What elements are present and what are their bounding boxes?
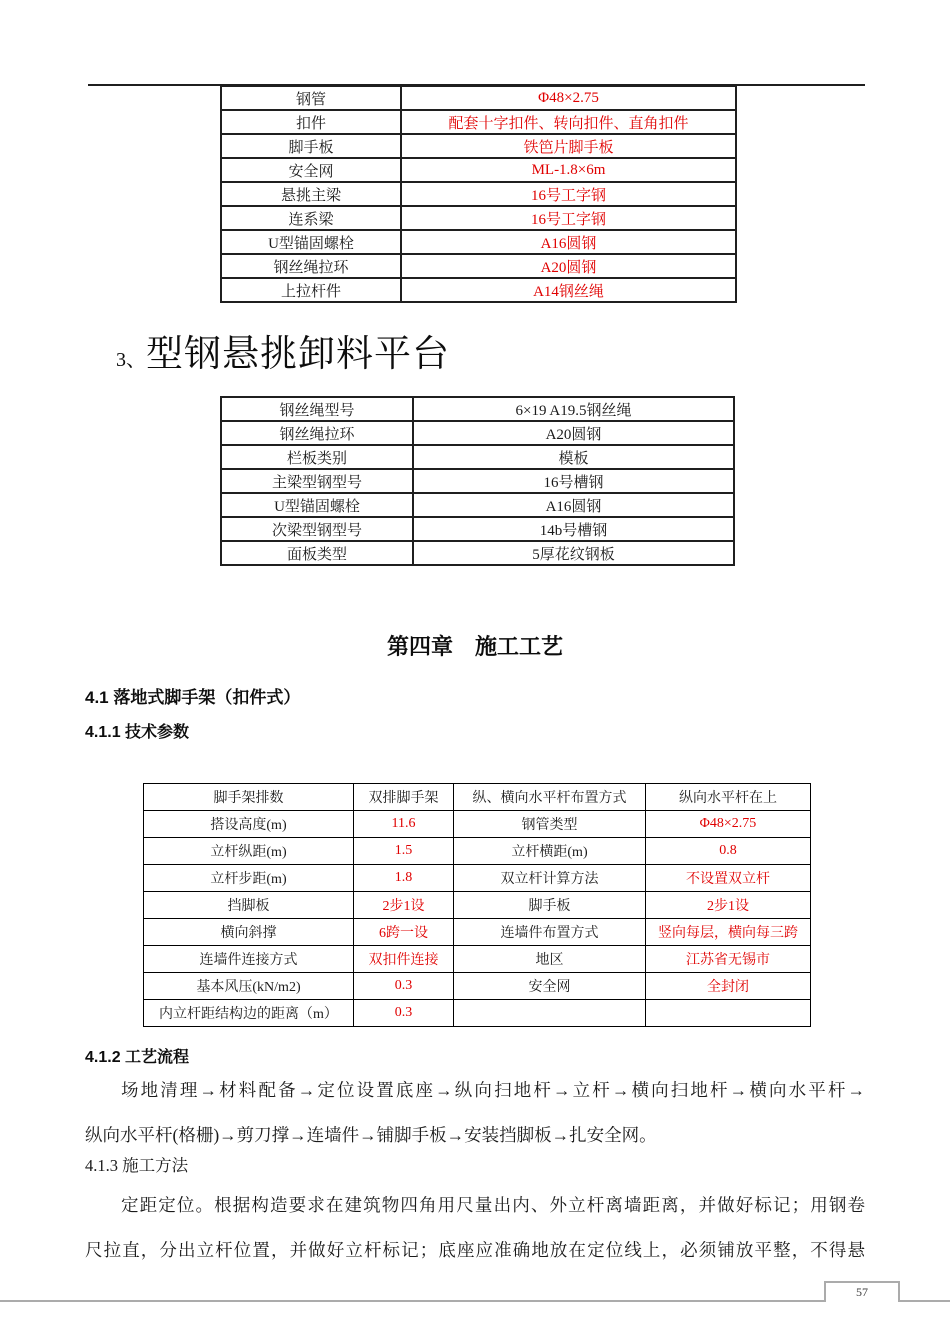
table-cell: 纵向水平杆在上	[646, 784, 811, 811]
table-cell: 1.8	[354, 865, 454, 892]
table-cell: 地区	[454, 946, 646, 973]
table-cell: U型锚固螺栓	[221, 493, 413, 517]
section-heading-4-1-3: 4.1.3 施工方法	[85, 1156, 189, 1175]
table-cell: 双扣件连接	[354, 946, 454, 973]
table-cell: 立杆步距(m)	[144, 865, 354, 892]
table-row	[221, 86, 736, 110]
table-cell: 竖向每层，横向每三跨	[646, 919, 811, 946]
table-row	[221, 397, 734, 421]
table-row	[144, 865, 811, 892]
table-cell: 16号工字钢	[401, 182, 736, 206]
table-cell: 内立杆距结构边的距离（m）	[144, 1000, 354, 1027]
table-cell: 钢管类型	[454, 811, 646, 838]
table-row	[144, 838, 811, 865]
section-heading-4-1-1: 4.1.1 技术参数	[85, 724, 190, 741]
table-cell: 栏板类别	[221, 445, 413, 469]
table-cell: 配套十字扣件、转向扣件、直角扣件	[401, 110, 736, 134]
table-cell: A16圆钢	[413, 493, 734, 517]
table-cell: 立杆纵距(m)	[144, 838, 354, 865]
table-cell: 钢丝绳拉环	[221, 254, 401, 278]
table-cell: 0.8	[646, 838, 811, 865]
table-cell: 0.3	[354, 973, 454, 1000]
table-cell: 钢管	[221, 86, 401, 110]
table-cell	[454, 1000, 646, 1027]
table-cell: 6跨一设	[354, 919, 454, 946]
table-cell: 钢丝绳型号	[221, 397, 413, 421]
table-row	[221, 206, 736, 230]
method-line-2: 尺拉直，分出立杆位置，并做好立杆标记；底座应准确地放在定位线上，必须铺放平整，不得悬	[85, 1240, 865, 1260]
table-cell: 纵、横向水平杆布置方式	[454, 784, 646, 811]
table-cell: 搭设高度(m)	[144, 811, 354, 838]
table-row	[221, 541, 734, 565]
table-cell: 脚手板	[454, 892, 646, 919]
table-cell: 0.3	[354, 1000, 454, 1027]
table-cell: 1.5	[354, 838, 454, 865]
table-row	[144, 784, 811, 811]
footer-rule-right	[900, 1300, 950, 1302]
table-cell: A20圆钢	[401, 254, 736, 278]
table-cell: 连墙件连接方式	[144, 946, 354, 973]
unloading-platform-table	[220, 396, 735, 566]
table-row	[144, 892, 811, 919]
table-cell: Φ48×2.75	[646, 811, 811, 838]
table-cell: 2步1设	[354, 892, 454, 919]
table-cell: 5厚花纹钢板	[413, 541, 734, 565]
table-cell: 铁笆片脚手板	[401, 134, 736, 158]
table-row	[221, 254, 736, 278]
table-cell: 主梁型钢型号	[221, 469, 413, 493]
table-cell: Φ48×2.75	[401, 86, 736, 110]
table-row	[221, 517, 734, 541]
table-cell: 16号工字钢	[401, 206, 736, 230]
table-cell: 脚手架排数	[144, 784, 354, 811]
table-cell: 脚手板	[221, 134, 401, 158]
table-cell: 江苏省无锡市	[646, 946, 811, 973]
table-cell: 横向斜撑	[144, 919, 354, 946]
table-row	[221, 469, 734, 493]
table-cell: 双排脚手架	[354, 784, 454, 811]
table-row	[221, 278, 736, 302]
table-row	[144, 946, 811, 973]
page-number-tab	[824, 1281, 900, 1302]
table-cell: 2步1设	[646, 892, 811, 919]
table-cell: 连墙件布置方式	[454, 919, 646, 946]
table-row	[144, 919, 811, 946]
process-flow-line-1: 场地清理→材料配备→定位设置底座→纵向扫地杆→立杆→横向扫地杆→横向水平杆→	[121, 1080, 865, 1100]
table-cell: 安全网	[221, 158, 401, 182]
table-cell: A14钢丝绳	[401, 278, 736, 302]
table-row	[144, 973, 811, 1000]
method-line-1: 定距定位。根据构造要求在建筑物四角用尺量出内、外立杆离墙距离，并做好标记；用钢卷	[121, 1195, 865, 1215]
page-number: 57	[856, 1285, 868, 1299]
table-cell: ML-1.8×6m	[401, 158, 736, 182]
table-cell: 上拉杆件	[221, 278, 401, 302]
table-cell: 挡脚板	[144, 892, 354, 919]
table-cell: 立杆横距(m)	[454, 838, 646, 865]
table-cell: 11.6	[354, 811, 454, 838]
platform-section-heading	[116, 323, 450, 377]
table-cell: 面板类型	[221, 541, 413, 565]
table-cell: 扣件	[221, 110, 401, 134]
table-row	[221, 182, 736, 206]
heading-text: 型钢悬挑卸料平台	[146, 334, 450, 375]
table-cell: 14b号槽钢	[413, 517, 734, 541]
section-heading-4-1-2: 4.1.2 工艺流程	[85, 1049, 190, 1066]
table-row	[221, 445, 734, 469]
table-cell: 模板	[413, 445, 734, 469]
heading-number: 3、	[116, 349, 146, 371]
table-row	[221, 493, 734, 517]
table-cell: 6×19 A19.5钢丝绳	[413, 397, 734, 421]
process-flow-line-2: 纵向水平杆(格栅)→剪刀撑→连墙件→铺脚手板→安装挡脚板→扎安全网。	[85, 1125, 657, 1145]
table-cell: A20圆钢	[413, 421, 734, 445]
table-cell	[646, 1000, 811, 1027]
table-cell: 不设置双立杆	[646, 865, 811, 892]
chapter-heading: 第四章 施工工艺	[386, 634, 563, 659]
table-row	[221, 421, 734, 445]
table-row	[221, 134, 736, 158]
table-row	[221, 158, 736, 182]
table-row	[221, 110, 736, 134]
table-cell: 16号槽钢	[413, 469, 734, 493]
footer-rule-left	[0, 1300, 824, 1302]
table-cell: A16圆钢	[401, 230, 736, 254]
section-heading-4-1: 4.1 落地式脚手架（扣件式）	[85, 688, 301, 707]
table-row	[144, 1000, 811, 1027]
table-cell: 悬挑主梁	[221, 182, 401, 206]
technical-params-table	[143, 783, 811, 1027]
table-cell: 安全网	[454, 973, 646, 1000]
table-row	[221, 230, 736, 254]
table-cell: 连系梁	[221, 206, 401, 230]
table-row	[144, 811, 811, 838]
table-cell: 钢丝绳拉环	[221, 421, 413, 445]
table-cell: 次梁型钢型号	[221, 517, 413, 541]
table-cell: U型锚固螺栓	[221, 230, 401, 254]
cantilever-materials-table	[220, 85, 737, 303]
table-cell: 基本风压(kN/m2)	[144, 973, 354, 1000]
table-cell: 全封闭	[646, 973, 811, 1000]
table-cell: 双立杆计算方法	[454, 865, 646, 892]
